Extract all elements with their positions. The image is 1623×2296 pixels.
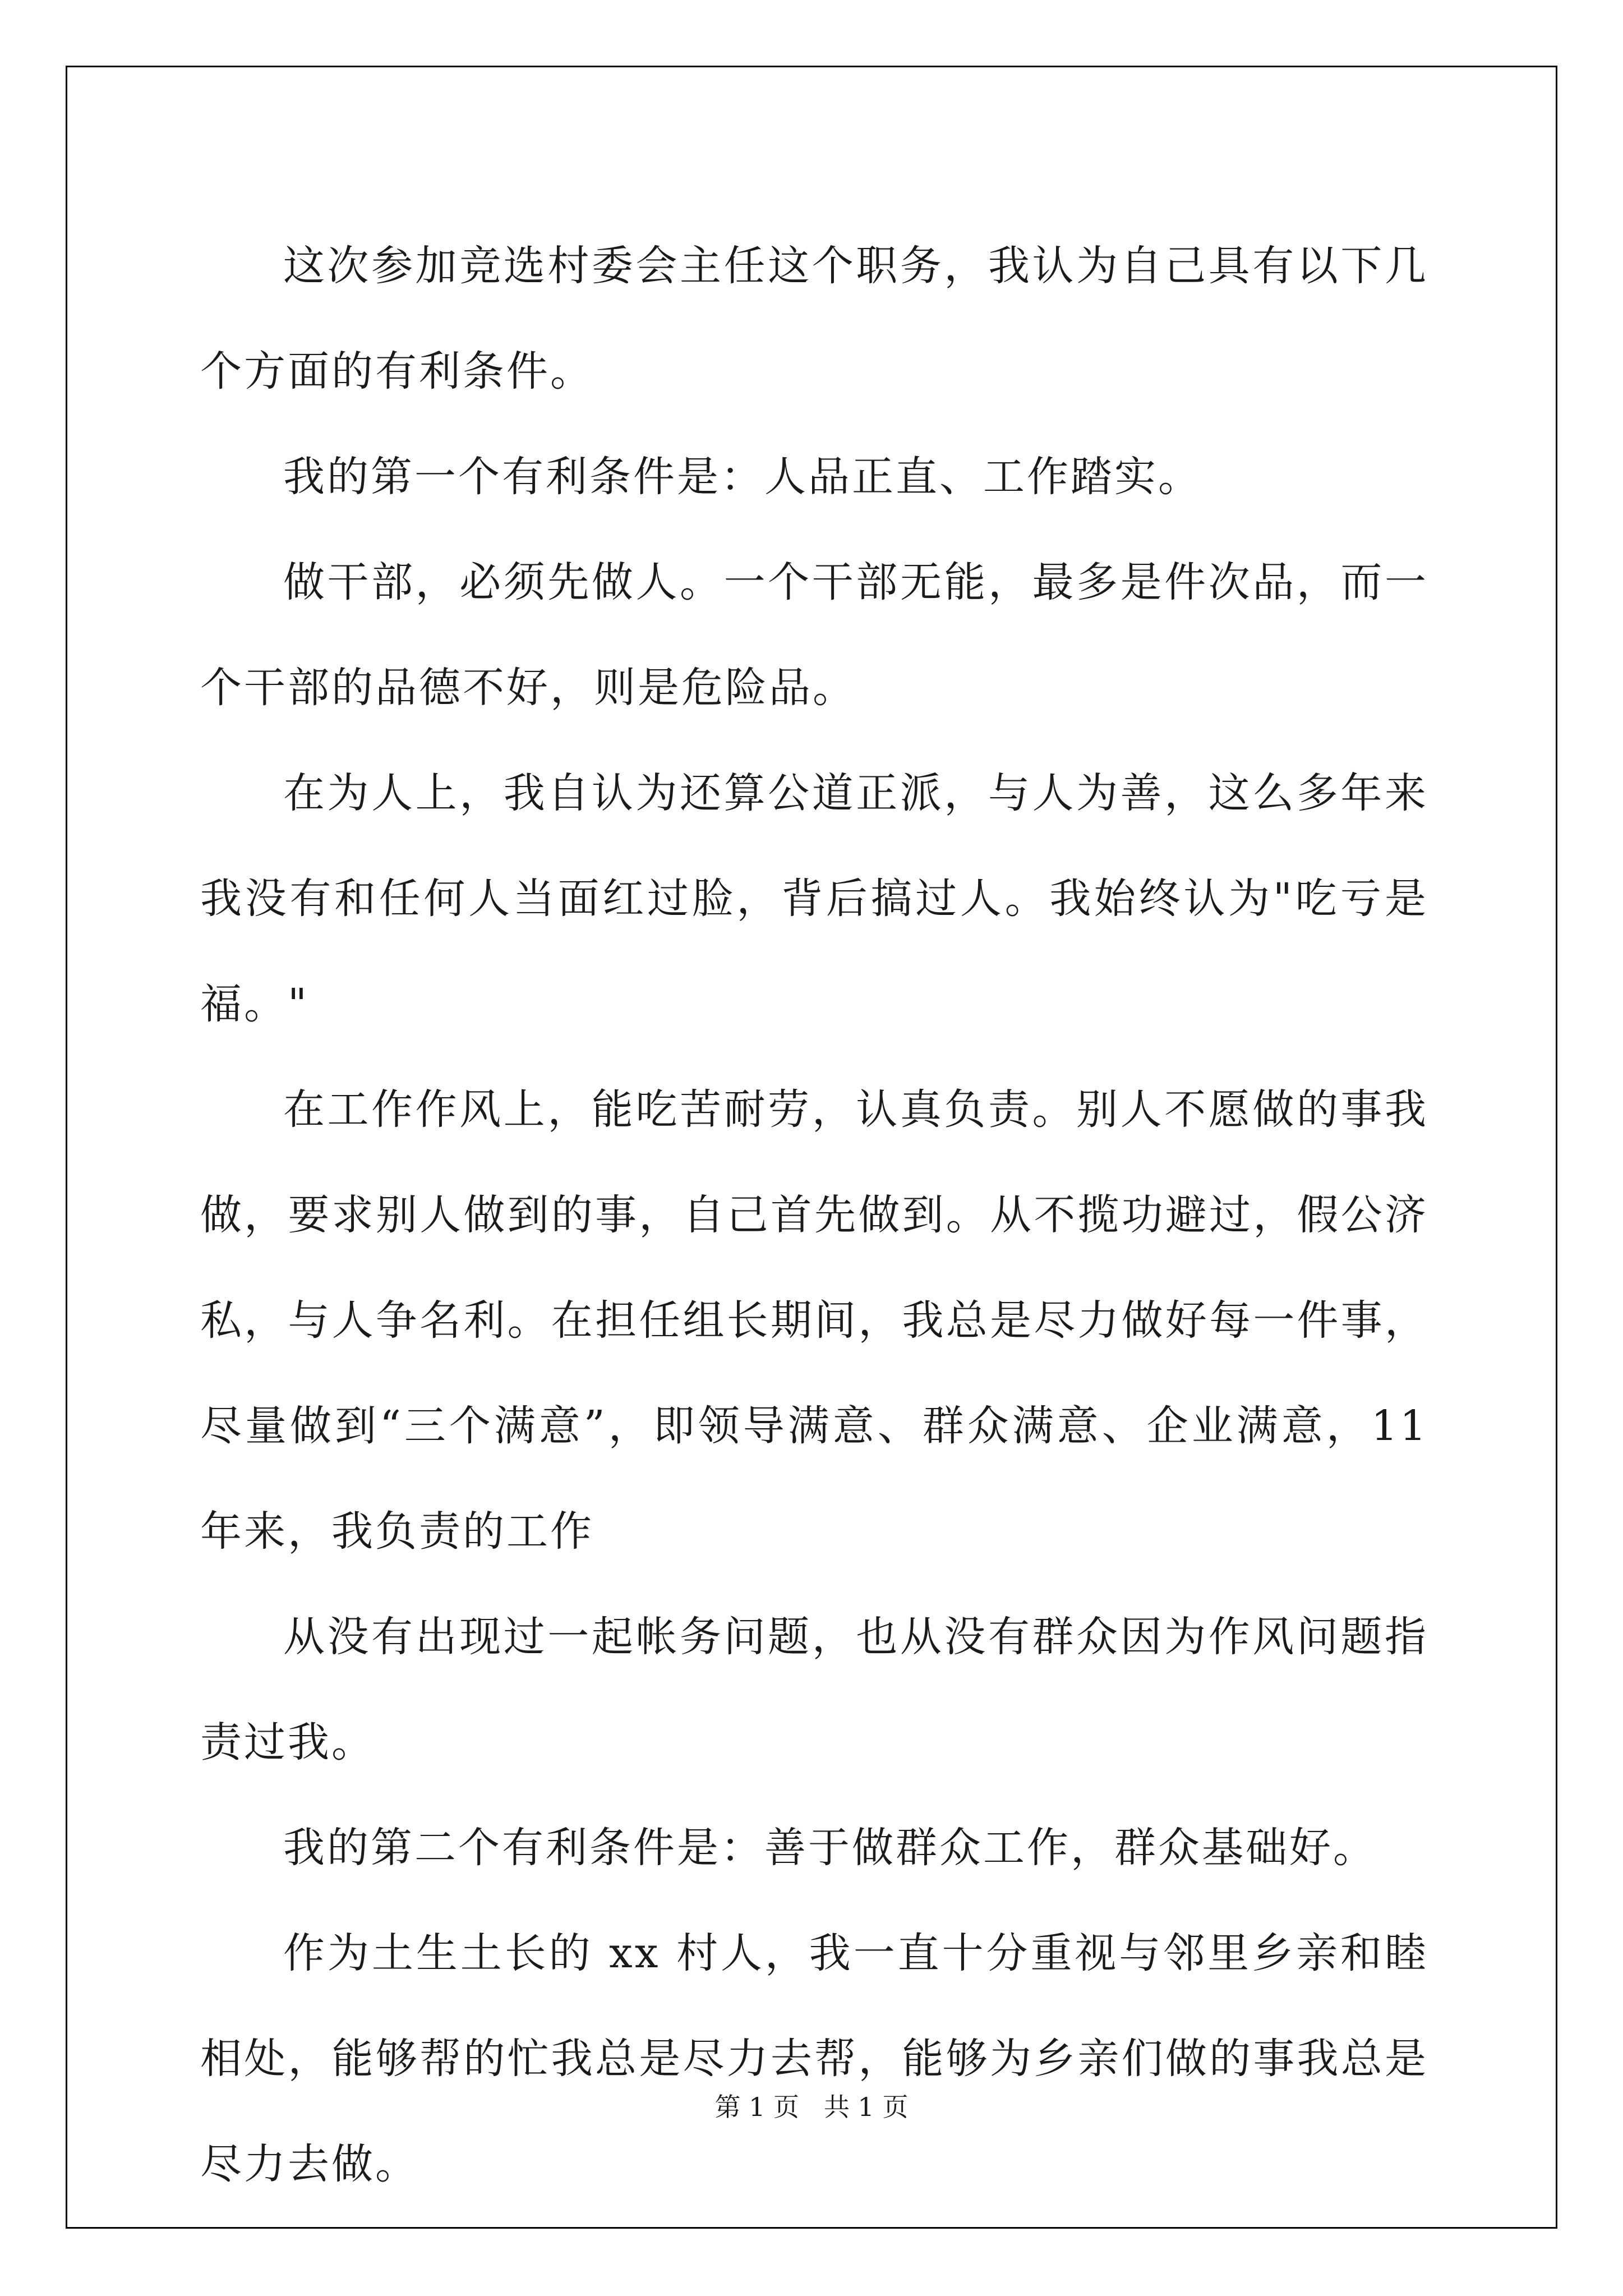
paragraph: 我的第二个有利条件是：善于做群众工作，群众基础好。 (283, 1824, 1377, 1872)
paragraph: 做干部，必须先做人。一个干部无能，最多是件次品，而一个干部的品德不好，则是危险品。 (200, 558, 1428, 712)
paragraph: 作为土生土长的 xx 村人，我一直十分重视与邻里乡亲和睦相处，能够帮的忙我总是尽力去帮，能够为乡亲们做的事我总是尽力去做。 (200, 1929, 1428, 2188)
paragraph: 我的第一个有利条件是：人品正直、工作踏实。 (283, 453, 1202, 501)
paragraph: 从没有出现过一起帐务问题，也从没有群众因为作风问题指责过我。 (200, 1613, 1428, 1766)
document-body (200, 213, 1428, 2217)
page-number: 第 1 页 (714, 2092, 800, 2122)
paragraph: 这次参加竞选村委会主任这个职务，我认为自己具有以下几个方面的有利条件。 (200, 242, 1428, 395)
page-footer (0, 2087, 1623, 2124)
page-total: 共 1 页 (823, 2092, 909, 2122)
paragraph: 在为人上，我自认为还算公道正派，与人为善，这么多年来我没有和任何人当面红过脸，背后搞过人。我始终认为"吃亏是福。" (200, 769, 1428, 1028)
paragraph: 在工作作风上，能吃苦耐劳，认真负责。别人不愿做的事我做，要求别人做到的事，自己首先做到。从不揽功避过，假公济私，与人争名利。在担任组长期间，我总是尽力做好每一件事，尽量做到“三个满意”，即领导满意、群众满意、企业满意，11 年来，我负责的工作 (200, 1085, 1428, 1556)
